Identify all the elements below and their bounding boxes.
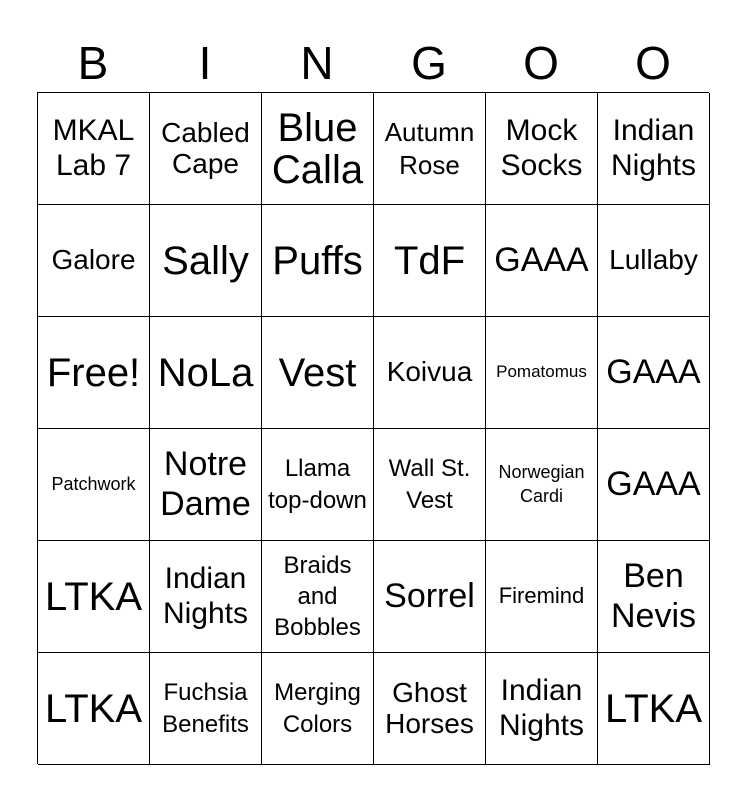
header-letter-i: I — [198, 37, 212, 89]
bingo-cell[interactable]: Notre Dame — [150, 429, 262, 541]
header-letter-o: O — [523, 37, 559, 89]
bingo-free-space[interactable]: Free! — [38, 317, 150, 429]
bingo-cell[interactable]: MKAL Lab 7 — [38, 93, 150, 205]
bingo-cell[interactable]: Autumn Rose — [374, 93, 486, 205]
bingo-cell[interactable]: Fuchsia Benefits — [150, 653, 262, 765]
bingo-cell[interactable]: Cabled Cape — [150, 93, 262, 205]
bingo-cell[interactable]: Firemind — [486, 541, 598, 653]
bingo-cell[interactable]: Galore — [38, 205, 150, 317]
header-letter-n: N — [300, 37, 334, 89]
bingo-cell[interactable]: Llama top-down — [262, 429, 374, 541]
bingo-cell[interactable]: Mock Socks — [486, 93, 598, 205]
bingo-cell[interactable]: LTKA — [38, 653, 150, 765]
bingo-cell[interactable]: NoLa — [150, 317, 262, 429]
header-letter-b: B — [77, 37, 109, 89]
header-letter-g: G — [411, 37, 447, 89]
bingo-cell[interactable]: GAAA — [598, 317, 710, 429]
bingo-cell[interactable]: Patchwork — [38, 429, 150, 541]
bingo-cell[interactable]: LTKA — [598, 653, 710, 765]
bingo-cell[interactable]: Sorrel — [374, 541, 486, 653]
bingo-board — [37, 92, 709, 764]
bingo-cell[interactable]: Pomatomus — [486, 317, 598, 429]
bingo-cell[interactable]: Koivua — [374, 317, 486, 429]
bingo-cell[interactable]: LTKA — [38, 541, 150, 653]
bingo-cell[interactable]: TdF — [374, 205, 486, 317]
bingo-header — [37, 34, 709, 92]
bingo-cell[interactable]: Ben Nevis — [598, 541, 710, 653]
bingo-cell[interactable]: Ghost Horses — [374, 653, 486, 765]
bingo-cell[interactable]: Wall St. Vest — [374, 429, 486, 541]
bingo-cell[interactable]: Norwegian Cardi — [486, 429, 598, 541]
bingo-cell[interactable]: Braids and Bobbles — [262, 541, 374, 653]
bingo-cell[interactable]: Indian Nights — [486, 653, 598, 765]
bingo-cell[interactable]: Indian Nights — [150, 541, 262, 653]
bingo-cell[interactable]: GAAA — [598, 429, 710, 541]
header-letter-o-2: O — [635, 37, 671, 89]
bingo-cell[interactable]: Lullaby — [598, 205, 710, 317]
bingo-cell[interactable]: Sally — [150, 205, 262, 317]
bingo-cell[interactable]: GAAA — [486, 205, 598, 317]
bingo-cell[interactable]: Indian Nights — [598, 93, 710, 205]
bingo-cell[interactable]: Puffs — [262, 205, 374, 317]
bingo-cell[interactable]: Vest — [262, 317, 374, 429]
bingo-cell[interactable]: Blue Calla — [262, 93, 374, 205]
bingo-cell[interactable]: Merging Colors — [262, 653, 374, 765]
